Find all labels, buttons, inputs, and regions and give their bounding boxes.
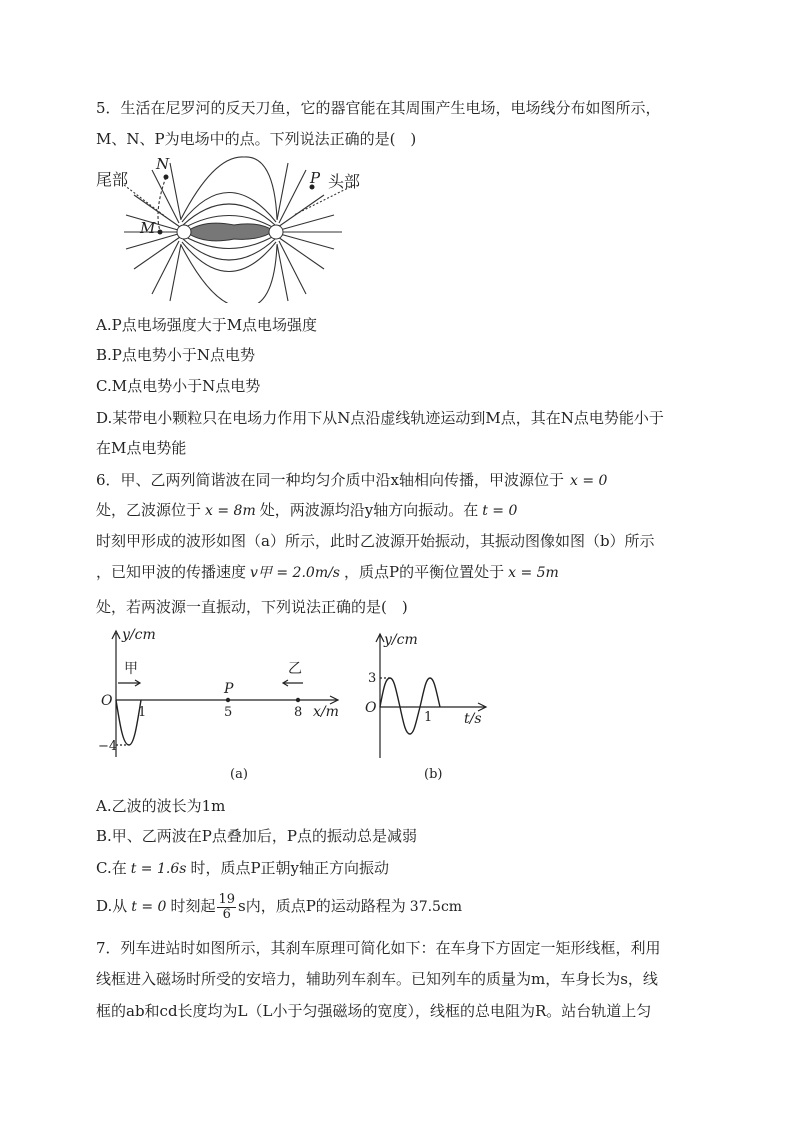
q6-stem-line4: ，已知甲波的传播速度 v甲 = 2.0m/s ，质点P的平衡位置处于 x = 5m bbox=[96, 563, 559, 581]
fig-b-caption: (b) bbox=[424, 767, 443, 782]
point-M bbox=[158, 230, 163, 235]
fig-a-tick-neg4: −4 bbox=[98, 739, 118, 754]
q7-stem-line1: 7．列车进站时如图所示，其刹车原理可简化如下：在车身下方固定一矩形线框，利用 bbox=[96, 939, 661, 957]
fig-a-yi: 乙 bbox=[288, 661, 302, 677]
q6-option-a: A.乙波的波长为1m bbox=[96, 797, 226, 815]
q6-stem-line2: 处，乙波源位于 x = 8m 处，两波源均沿y轴方向振动。在 t = 0 bbox=[96, 501, 518, 519]
fig-b-O: O bbox=[365, 700, 377, 716]
fig-b-xlabel: t/s bbox=[464, 711, 482, 727]
fig-a-caption: (a) bbox=[230, 767, 248, 782]
fig-a-ylabel: y/cm bbox=[122, 627, 156, 643]
electric-field-figure bbox=[94, 155, 374, 303]
fig-a-tick-1: 1 bbox=[138, 705, 147, 720]
fig-b-tick-3: 3 bbox=[368, 671, 377, 686]
q5-stem-line2: M、N、P为电场中的点。下列说法正确的是( ) bbox=[96, 130, 417, 148]
q5-option-c: C.M点电势小于N点电势 bbox=[96, 377, 261, 395]
q5-stem-line1: 5．生活在尼罗河的反天刀鱼，它的器官能在其周围产生电场，电场线分布如图所示， bbox=[96, 99, 661, 117]
fish-icon bbox=[186, 223, 274, 241]
q5-option-a: A.P点电场强度大于M点电场强度 bbox=[96, 316, 318, 334]
point-N bbox=[164, 175, 169, 180]
q7-stem-line3: 框的ab和cd长度均为L（L小于匀强磁场的宽度），线框的总电阻为R。站台轨道上匀 bbox=[96, 1002, 652, 1020]
q6-option-d: D.从 t = 0 时刻起 $\frac{19}{6}$ s内，质点P的运动路程为 37.5cm bbox=[96, 891, 463, 922]
q6-stem-line1: 6．甲、乙两列简谐波在同一种均匀介质中沿x轴相向传播，甲波源位于 x = 0 bbox=[96, 471, 608, 489]
head-label: 头部 bbox=[328, 172, 361, 191]
q5-option-d-cont: 在M点电势能 bbox=[96, 439, 187, 457]
q6-option-b: B.甲、乙两波在P点叠加后，P点的振动总是减弱 bbox=[96, 827, 417, 845]
wave-graph-a bbox=[98, 625, 348, 785]
label-P: P bbox=[310, 169, 321, 187]
label-M: M bbox=[140, 219, 156, 237]
q6-stem-line3: 时刻甲形成的波形如图（a）所示，此时乙波源开始振动，其振动图像如图（b）所示 bbox=[96, 532, 655, 550]
q5-option-b: B.P点电势小于N点电势 bbox=[96, 346, 256, 364]
fig-a-tick-5: 5 bbox=[224, 705, 233, 720]
fig-a-O: O bbox=[101, 693, 113, 709]
label-N: N bbox=[156, 155, 170, 173]
fig-a-xlabel: x/m bbox=[313, 704, 339, 720]
vibration-graph-b bbox=[362, 630, 492, 785]
fraction-19-6: $\frac{19}{6}$ bbox=[218, 891, 235, 922]
q6-stem-line5: 处，若两波源一直振动，下列说法正确的是( ) bbox=[96, 598, 408, 616]
fig-b-ylabel: y/cm bbox=[384, 632, 418, 648]
tail-label: 尾部 bbox=[96, 170, 129, 189]
fig-b-tick-1: 1 bbox=[424, 710, 433, 725]
fig-a-P: P bbox=[224, 681, 234, 697]
fig-a-jia: 甲 bbox=[124, 661, 138, 677]
q5-option-d: D.某带电小颗粒只在电场力作用下从N点沿虚线轨迹运动到M点，其在N点电势能小于 bbox=[96, 409, 664, 427]
q7-stem-line2: 线框进入磁场时所受的安培力，辅助列车刹车。已知列车的质量为m，车身长为s，线 bbox=[96, 970, 658, 988]
fig-a-tick-8: 8 bbox=[294, 705, 303, 720]
q6-option-c: C.在 t = 1.6s 时，质点P正朝y轴正方向振动 bbox=[96, 859, 390, 877]
